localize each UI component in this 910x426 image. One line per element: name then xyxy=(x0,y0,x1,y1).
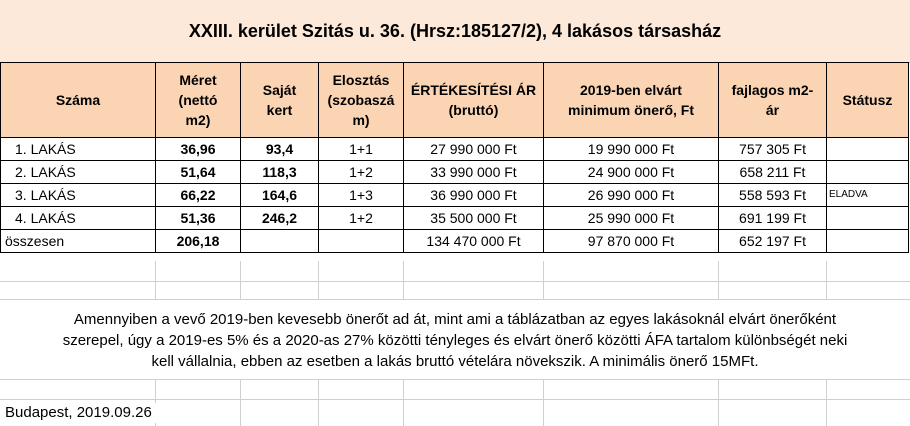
row-meret: 51,36 xyxy=(156,207,241,230)
note-line: szerepel, úgy a 2019-es 5% és a 2020-as 27% közötti tényleges és elvárt önerő közötti ÁFA tartalom különbségét neki xyxy=(62,332,848,349)
header-ertekesitesi-ar: ÉRTÉKESÍTÉSI ÁR (bruttó) xyxy=(404,63,544,138)
gridline xyxy=(240,379,241,426)
apartment-table xyxy=(0,62,909,253)
row-kert: 164,6 xyxy=(241,184,319,207)
gridline xyxy=(318,261,319,299)
total-row xyxy=(1,230,909,253)
gridline xyxy=(403,261,404,299)
row-ar: 33 990 000 Ft xyxy=(404,161,544,184)
row-status xyxy=(827,207,909,230)
total-ar: 134 470 000 Ft xyxy=(404,230,544,253)
row-name: 3. LAKÁS xyxy=(1,184,156,207)
header-meret: Méret (nettó m2) xyxy=(156,63,241,138)
gridline xyxy=(240,261,241,299)
note-line: kell vállalnia, ebben az esetben a lakás bruttó vételára növekszik. A minimális önerő 15MFt. xyxy=(151,353,759,370)
row-onero: 24 900 000 Ft xyxy=(544,161,719,184)
row-kert: 93,4 xyxy=(241,138,319,161)
footer-date: Budapest, 2019.09.26 xyxy=(5,403,156,423)
header-szama: Száma xyxy=(1,63,156,138)
row-elosztas: 1+3 xyxy=(319,184,404,207)
table-row xyxy=(1,161,909,184)
gridline xyxy=(0,281,910,282)
row-ar: 27 990 000 Ft xyxy=(404,138,544,161)
gridline xyxy=(0,379,910,380)
header-row xyxy=(1,63,909,138)
row-kert: 246,2 xyxy=(241,207,319,230)
row-fajlagos: 691 199 Ft xyxy=(719,207,827,230)
row-onero: 25 990 000 Ft xyxy=(544,207,719,230)
gridline xyxy=(718,379,719,426)
row-ar: 35 500 000 Ft xyxy=(404,207,544,230)
header-status: Státusz xyxy=(827,63,909,138)
total-elosztas xyxy=(319,230,404,253)
gridline xyxy=(543,261,544,299)
total-fajlagos: 652 197 Ft xyxy=(719,230,827,253)
row-status xyxy=(827,138,909,161)
table-row xyxy=(1,184,909,207)
row-name: 1. LAKÁS xyxy=(1,138,156,161)
row-elosztas: 1+1 xyxy=(319,138,404,161)
title-band xyxy=(0,0,910,63)
total-meret: 206,18 xyxy=(156,230,241,253)
row-name: 2. LAKÁS xyxy=(1,161,156,184)
row-ar: 36 990 000 Ft xyxy=(404,184,544,207)
header-elosztas: Elosztás (szobaszá m) xyxy=(319,63,404,138)
gridline xyxy=(0,299,910,300)
row-fajlagos: 757 305 Ft xyxy=(719,138,827,161)
row-meret: 66,22 xyxy=(156,184,241,207)
table-row xyxy=(1,207,909,230)
row-meret: 36,96 xyxy=(156,138,241,161)
note-paragraph xyxy=(0,309,910,372)
row-status: ELADVA xyxy=(827,184,909,207)
gridline xyxy=(718,261,719,299)
total-name: összesen xyxy=(1,230,156,253)
row-elosztas: 1+2 xyxy=(319,207,404,230)
header-fajlagos: fajlagos m2- ár xyxy=(719,63,827,138)
total-status xyxy=(827,230,909,253)
row-name: 4. LAKÁS xyxy=(1,207,156,230)
row-onero: 19 990 000 Ft xyxy=(544,138,719,161)
total-kert xyxy=(241,230,319,253)
table-row xyxy=(1,138,909,161)
row-fajlagos: 658 211 Ft xyxy=(719,161,827,184)
gridline xyxy=(826,379,827,426)
header-kert: Saját kert xyxy=(241,63,319,138)
row-fajlagos: 558 593 Ft xyxy=(719,184,827,207)
header-onero: 2019-ben elvárt minimum önerő, Ft xyxy=(544,63,719,138)
row-onero: 26 990 000 Ft xyxy=(544,184,719,207)
gridline xyxy=(155,261,156,299)
row-kert: 118,3 xyxy=(241,161,319,184)
row-elosztas: 1+2 xyxy=(319,161,404,184)
gridline xyxy=(0,399,910,400)
gridline xyxy=(543,379,544,426)
row-meret: 51,64 xyxy=(156,161,241,184)
document-title: XXIII. kerület Szitás u. 36. (Hrsz:185127/2), 4 lakásos társasház xyxy=(188,21,722,41)
gridline xyxy=(826,261,827,299)
total-onero: 97 870 000 Ft xyxy=(544,230,719,253)
row-status xyxy=(827,161,909,184)
note-line: Amennyiben a vevő 2019-ben kevesebb önerőt ad át, mint ami a táblázatban az egyes lakásoknál elvárt önerőként xyxy=(73,311,837,328)
gridline xyxy=(403,379,404,426)
gridline xyxy=(318,379,319,426)
